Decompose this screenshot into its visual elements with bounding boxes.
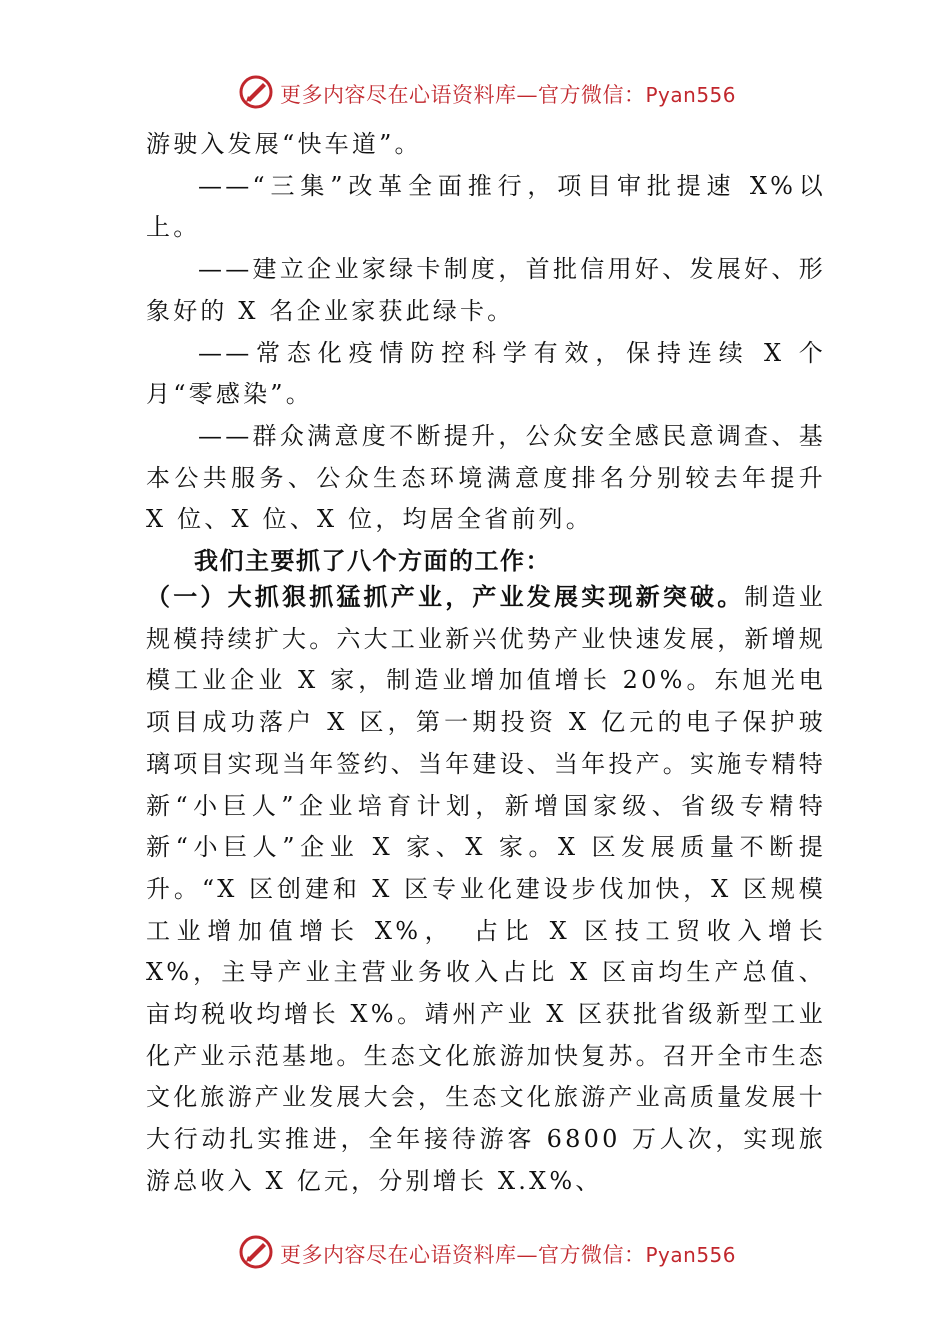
brush-pen-circle-icon <box>238 74 274 110</box>
footer-watermark-banner <box>0 1230 950 1274</box>
header-watermark-banner <box>0 70 950 114</box>
bullet-reform: ——“三集”改革全面推行，项目审批提速 X%以上。 <box>146 171 826 242</box>
watermark-text <box>280 1239 736 1269</box>
bullet-satisfaction: ——群众满意度不断提升，公众安全感民意调查、基本公共服务、公众生态环境满意度排名分别较去年提升 X 位、X 位、X 位，均居全省前列。 <box>146 421 826 534</box>
bullet-green-card: ——建立企业家绿卡制度，首批信用好、发展好、形象好的 X 名企业家获此绿卡。 <box>146 255 826 325</box>
wechat-id: Pyan556 <box>645 83 737 107</box>
brush-pen-circle-icon <box>238 1234 274 1270</box>
paragraph-continuation: 游驶入发展“快车道”。 <box>146 130 422 158</box>
section-1-body: 制造业规模持续扩大。六大工业新兴优势产业快速发展，新增规模工业企业 X 家，制造业增加值增长 20%。东旭光电项目成功落户 X 区，第一期投资 X 亿元的电子保护玻璃项目实现当年签约、当年建设、当年投产。实施专精特新“小巨人”企业培育计划，新增国家级、省级专精特新“小巨人”企业 X 家、X 家。X 区发展质量不断提升。“X 区创建和 X 区专业化建设步伐加快，X 区规模工业增加值增长 X%， 占比 X 区技工贸收入增长 X%，主导产业主营业务收入占比 X 区亩均生产总值、亩均税收均增长 X%。靖州产业 X 区获批省级新型工业化产业示范基地。生态文化旅游加快复苏。召开全市生态文化旅游产业发展大会，生态文化旅游产业高质量发展十大行动扎实推进，全年接待游客 6800 万人次，实现旅游总收入 X 亿元，分别增长 X.X%、 <box>146 583 827 1195</box>
wechat-id: Pyan556 <box>645 1243 737 1267</box>
watermark-text <box>280 79 736 109</box>
section-heading: 我们主要抓了八个方面的工作： <box>194 547 551 576</box>
section-1-paragraph <box>146 576 826 1203</box>
section-1-title: （一）大抓狠抓猛抓产业，产业发展实现新突破。 <box>146 582 745 612</box>
bullet-epidemic-control: ——常态化疫情防控科学有效，保持连续 X 个月“零感染”。 <box>146 338 826 409</box>
watermark-label: 更多内容尽在心语资料库—官方微信： <box>280 1243 646 1267</box>
document-body <box>146 124 826 1203</box>
watermark-label: 更多内容尽在心语资料库—官方微信： <box>280 83 646 107</box>
